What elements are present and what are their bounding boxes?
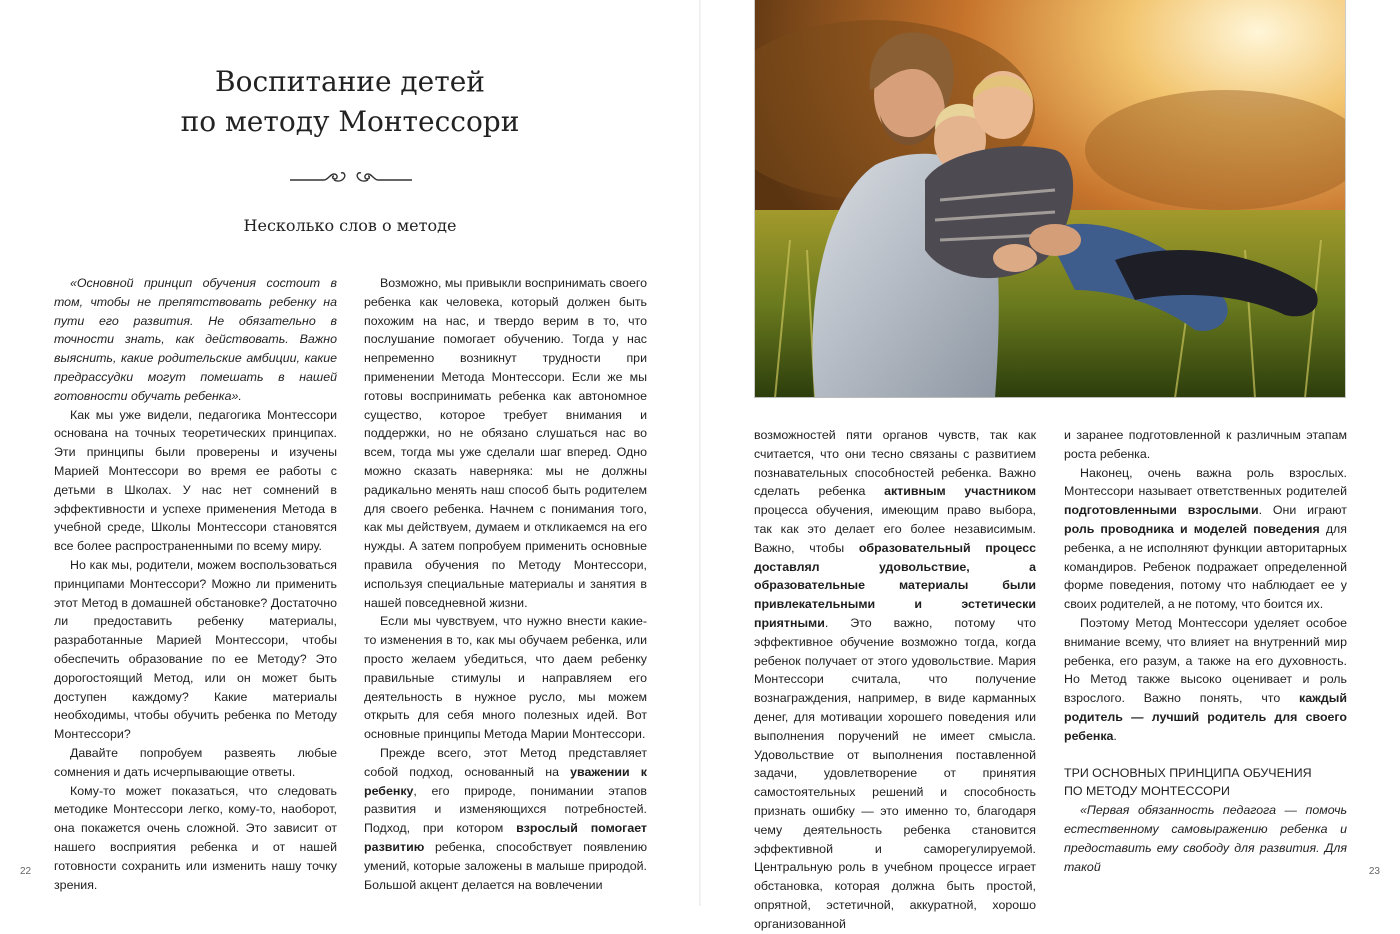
paragraph: и заранее подготовленной к различным этапам роста ребенка. [1064,428,1347,461]
bold-phrase: активным участником [884,484,1037,499]
page-number-right: 23 [1368,866,1380,877]
paragraph: Как мы уже видели, педагогика Монтессори основана на точных теоретических принципах. Эти принципы были проверены и изучены Марией Монтессори во время ее работы с детьми в Школах. У нас нет сомнений в эффективности и успехе применения Метода в учебной среде, Школы Монтессори становятся все более распространенными по всему миру. [54,407,337,554]
text-run: , его природе, понимании этапов развития и изменяющихся потребностей. Подход, при котором [364,783,647,836]
heading-line-1: ТРИ ОСНОВНЫХ ПРИНЦИПА ОБУЧЕНИЯ [1064,765,1312,780]
text-run: . [1113,728,1117,743]
title-line-1: Воспитание детей [215,65,485,98]
paragraph [1064,464,1347,614]
text-run: . Это важно, потому что эффективное обучение возможно тогда, когда ребенок получает от этого удовольствие. Мария Монтессори считала, что получение вознаграждения, например, в виде карманных денег, для мотивации хорошего поведения или выполнения поручений не имеет смысла. Удовольствие от выполнения поставленной задачи, удовлетворение от принятия самостоятельных решений и способность признать ошибку — это именно то, благодаря чему деятельность ребенка становится эффективной и саморегулируемой. Центральную роль в учебном процессе играет обстановка, которая должна быть простой, опрятной, эстетичной, аккуратной, хорошо организованной [754,615,1036,931]
page-number-left: 22 [20,866,32,877]
closing-quote: «Первая обязанность педагога — помочь естественному самовыражению ребенка и предоставить ему свободу для развития. Для такой [1064,803,1347,874]
text-run: . Они играют [1258,503,1347,518]
right-page [700,0,1400,931]
bold-phrase: роль проводника и моделей поведения [1064,521,1320,536]
photo-illustration [755,0,1346,398]
text-run: процесса обучения, имеющим право выбора, так как это делает его более независимым. Важно, чтобы [754,503,1036,555]
text-run: ребенка, способствует появлению умений, которые заложены в малыше природой. Большой акцент делается на вовлечении [364,839,647,892]
text-run: Прежде всего, этот Метод представляет собой подход, основанный на [364,745,647,779]
paragraph: Кому-то может показаться, что следовать методике Монтессори легко, кому-то, наоборот, она покажется очень сложной. Это зависит от нашего восприятия ребенка и от нашей готовности сохранить или изменить нашу точку зрения. [54,783,337,892]
page-title [0,62,700,142]
bold-phrase: взрослый помогает развитию [364,821,648,854]
section-subtitle: Несколько слов о методе [243,216,457,235]
text-column-1 [54,274,337,894]
text-run: для ребенка, а не исполняют функции авторитарных командиров. Ребенок подражает определенной форме поведения, потому что наблюдает ее у своих родителей, а не потому, что боится их. [1064,521,1347,612]
ornament-divider-icon [288,164,414,190]
paragraph: Давайте попробуем развеять любые сомнения и дать исчерпывающие ответы. [54,745,337,779]
paragraph: Если мы чувствуем, что нужно внести какие-то изменения в то, как мы обучаем ребенка, или просто желаем убедиться, что даем ребенку правильные стимулы и направляем его деятельность в нужное русло, мы можем открыть для себя много полезных идей. Вот основные принципы Метода Марии Монтессори. [364,614,647,742]
paragraph [1064,614,1347,746]
bold-phrase: образовательный процесс доставлял удовольствие, а образовательные материалы были привлекательными и эстетически приятными [754,540,1037,630]
text-column-4 [1064,426,1347,876]
text-run: Поэтому Метод Монтессори уделяет особое внимание всему, что влияет на внутренний мир ребенка, его разум, а также на его духовность. Но Метод также высоко оценивает и роль взрослого. Важно понять, что [1064,615,1347,706]
bold-phrase: подготовленными взрослыми [1064,503,1259,518]
intro-quote: «Основной принцип обучения состоит в том, чтобы не препятствовать ребенку на пути его развития. Не обязательно в точности знать, как действовать. Важно выяснить, какие родительские амбиции, какие предрассудки могут помешать в нашей готовности обучать ребенка». [54,276,337,403]
paragraph [754,426,1036,934]
title-line-2: по методу Монтессори [180,105,520,138]
section-heading [1064,764,1347,802]
bold-phrase: каждый родитель — лучший родитель для своего ребенка [1064,691,1347,743]
text-run: возможностей пяти органов чувств, так как считается, что они тесно связаны с развитием познавательных способностей ребенка. Важно сделать ребенка [754,428,1036,499]
text-column-2 [364,274,647,894]
left-page [0,0,700,906]
heading-line-2: ПО МЕТОДУ МОНТЕССОРИ [1064,784,1230,799]
paragraph: Но как мы, родители, можем воспользоваться принципами Монтессори? Можно ли применить этот Метод в домашней обстановке? Достаточно ли предоставить ребенку материалы, разработанные Марией Монтессори, чтобы обеспечить образование по ее Методу? Это дорогостоящий Метод, или он может быть доступен каждому? Какие материалы необходимы, чтобы обучить ребенка по Методу Монтессори? [54,557,337,742]
paragraph: Возможно, мы привыкли воспринимать своего ребенка как человека, который должен быть похожим на нас, и твердо верим в то, что послушание помогает обучению. Тогда у нас непременно возникнут трудности при применении Метода Монтессори. Если же мы готовы воспринимать ребенка как автономное существо, которое требует внимания и поддержки, но не обязано слушаться нас во всем, тогда мы уже сделали шаг вперед. Одно можно сказать наверняка: мы не должны радикально менять наш способ быть родителем для своего ребенка. Начнем с понимания того, как мы действуем, думаем и откликаемся на его нужды. А затем попробуем применить основные правила обучения по Методу Монтессори, используя специальные материалы и занятия в нашей повседневной жизни. [364,276,647,610]
text-run: Наконец, очень важна роль взрослых. Монтессори называет ответственных родителей [1064,465,1347,499]
family-hugging-in-meadow-photo [754,0,1346,398]
text-column-3 [754,426,1036,934]
bold-phrase: уважении к ребенку [364,764,647,798]
paragraph [364,744,647,894]
